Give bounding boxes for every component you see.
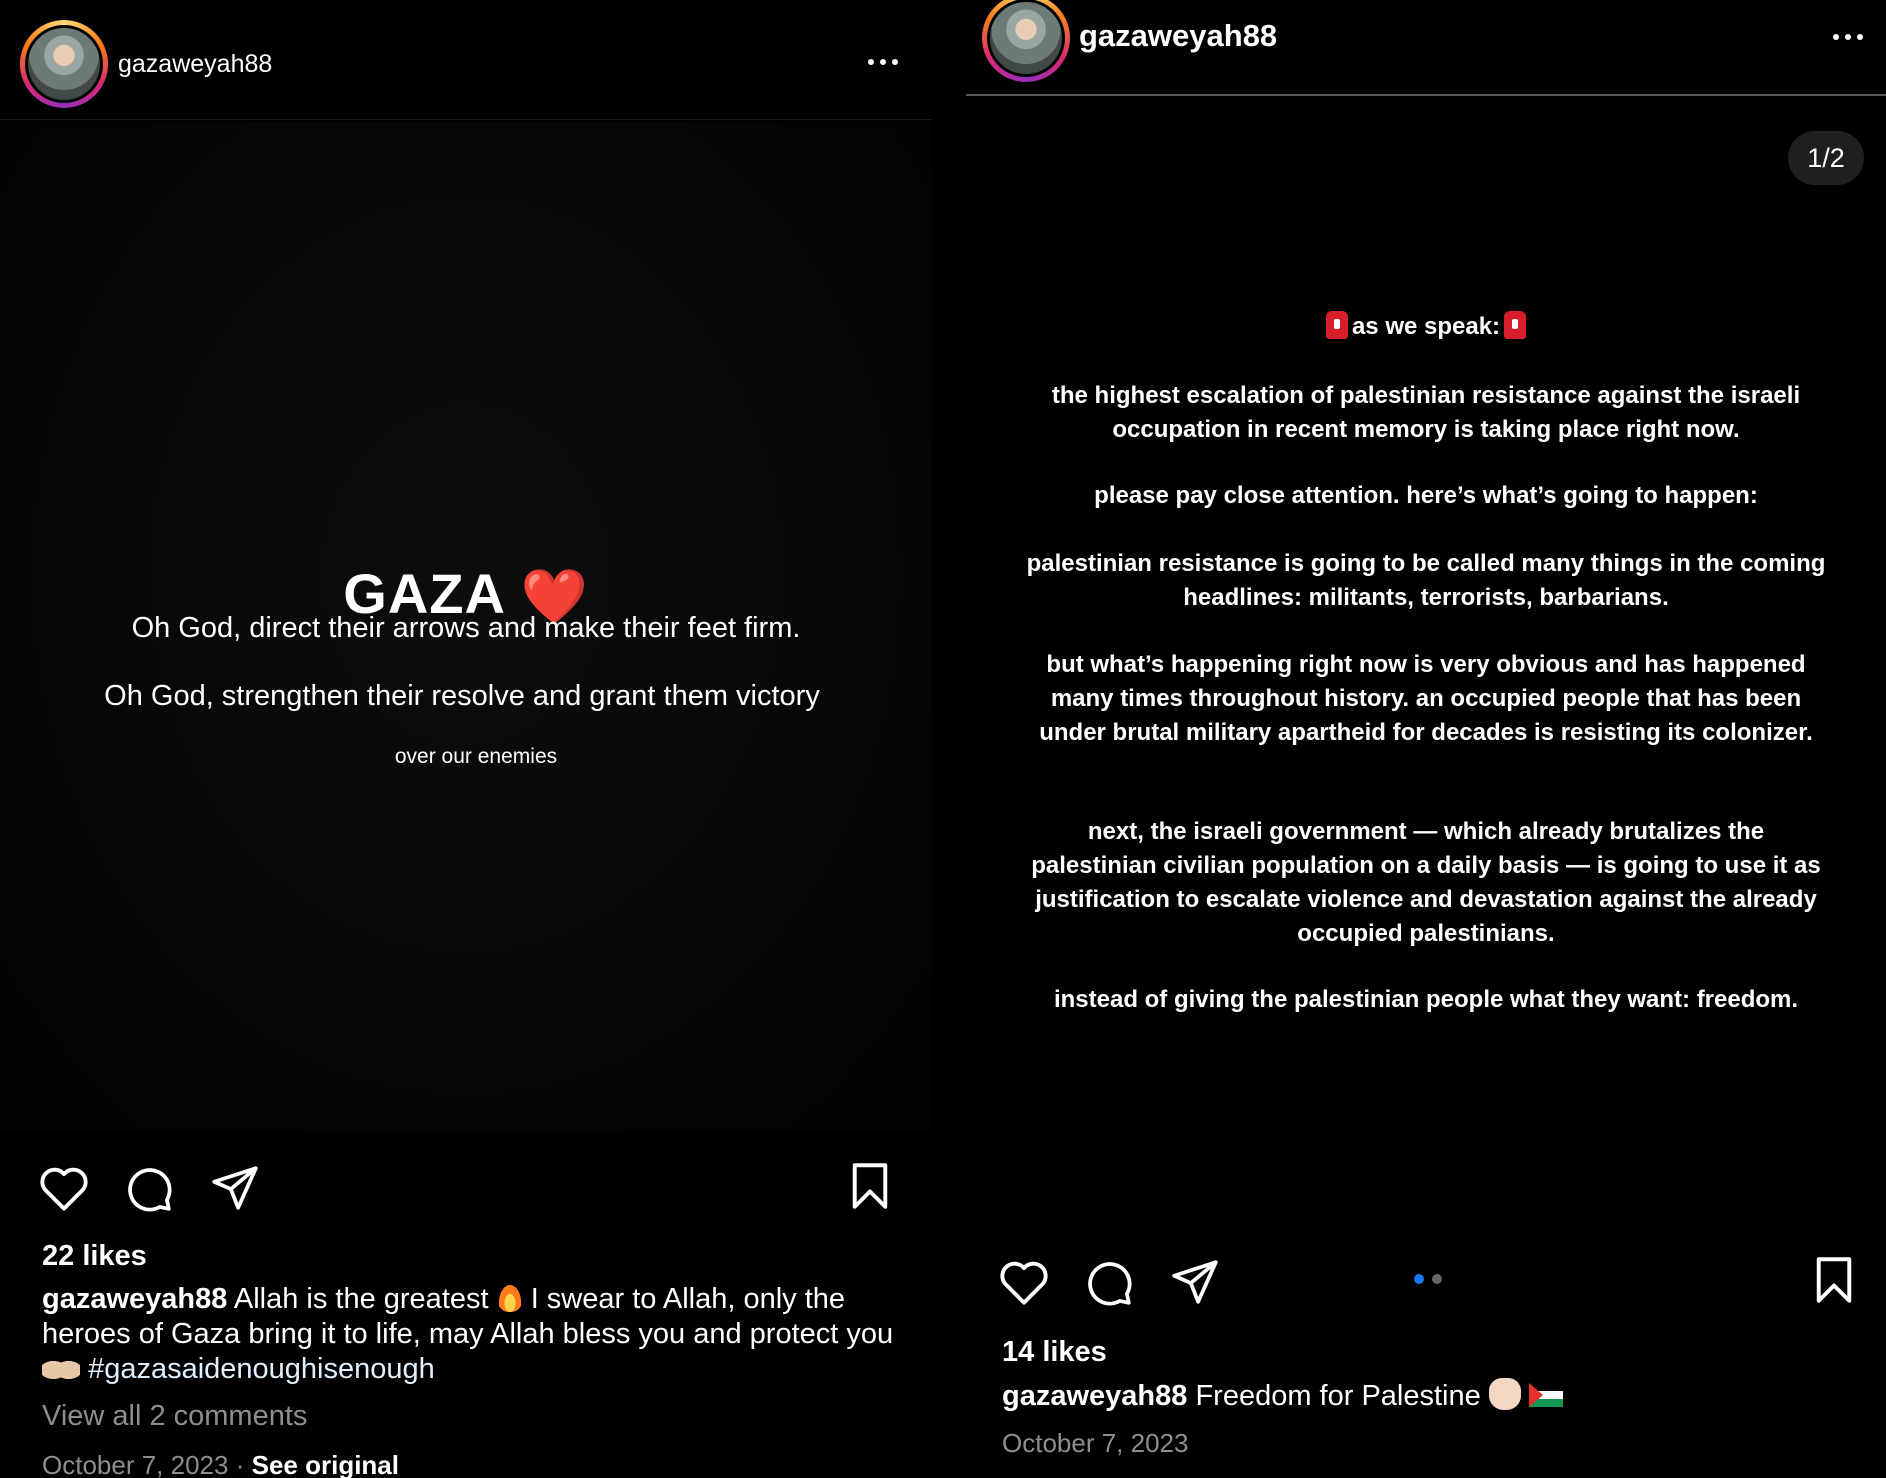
story-ring[interactable] <box>982 0 1070 82</box>
carousel-indicator <box>1414 1274 1442 1284</box>
post-header <box>0 0 932 120</box>
caption <box>1002 1378 1862 1414</box>
story-heading <box>1026 310 1826 344</box>
caption-text-2: I swear to Allah, only the heroes of Gaza bring it to life, may Allah bless you and protect you <box>42 1283 894 1350</box>
caption <box>42 1282 902 1387</box>
raised-hands-emoji <box>42 1352 80 1382</box>
left-post <box>0 0 932 1478</box>
carousel-dot-active <box>1414 1274 1424 1284</box>
siren-emoji <box>1326 311 1348 339</box>
bookmark-icon[interactable] <box>1812 1256 1856 1304</box>
media-title-text: GAZA <box>343 562 504 625</box>
carousel-dot <box>1432 1274 1442 1284</box>
media-line-3: over our enemies <box>394 745 558 768</box>
story-paragraph-4: but what’s happening right now is very obvious and has happened many times throughout history. an occupied people that has been under brutal military apartheid for decades is resisting its colonizer. <box>1039 651 1813 746</box>
more-options-icon[interactable] <box>1833 34 1863 40</box>
raised-fist-emoji <box>1489 1378 1521 1410</box>
story-paragraph-3: palestinian resistance is going to be called many things in the coming headlines: militants, terrorists, barbarians. <box>1026 550 1826 611</box>
action-bar <box>0 1160 932 1220</box>
username[interactable]: gazaweyah88 <box>1079 18 1278 53</box>
story-paragraph-1: the highest escalation of palestinian resistance against the israeli occupation in recent memory is taking place right now. <box>1051 382 1801 443</box>
story-paragraph-5: next, the israeli government — which already brutalizes the palestinian civilian population on a daily basis — is going to use it as justification to escalate violence and devastation against the already occupied palestinians. <box>1031 818 1821 947</box>
comment-icon[interactable] <box>1084 1258 1134 1308</box>
fire-emoji <box>497 1282 523 1312</box>
avatar[interactable] <box>25 25 103 103</box>
heart-icon[interactable] <box>998 1258 1050 1306</box>
media-line-2: Oh God, strengthen their resolve and grant them victory <box>104 680 820 712</box>
share-icon[interactable] <box>210 1164 260 1212</box>
username[interactable]: gazaweyah88 <box>118 50 273 78</box>
date-separator: · <box>235 1450 245 1478</box>
like-count[interactable]: 22 likes <box>42 1240 147 1272</box>
carousel-counter: 1/2 <box>1788 131 1864 185</box>
more-options-icon[interactable] <box>868 59 898 65</box>
post-date-row <box>42 1450 399 1478</box>
heart-icon[interactable] <box>38 1164 90 1212</box>
story-paragraph-6: instead of giving the palestinian people what they want: freedom. <box>1053 986 1799 1013</box>
hashtag-link[interactable]: #gazasaidenoughisenough <box>88 1353 435 1385</box>
palestine-flag-emoji <box>1529 1383 1563 1407</box>
action-bar <box>966 1254 1886 1314</box>
comment-icon[interactable] <box>124 1164 174 1214</box>
caption-username[interactable]: gazaweyah88 <box>42 1283 228 1315</box>
bookmark-icon[interactable] <box>848 1162 892 1210</box>
right-post <box>966 0 1886 1478</box>
media-line-1: Oh God, direct their arrows and make their feet firm. <box>131 612 801 644</box>
red-heart-emoji: ❤️ <box>520 567 589 627</box>
post-date: October 7, 2023 <box>1002 1428 1189 1458</box>
post-header <box>966 0 1886 96</box>
see-original-link[interactable]: See original <box>251 1450 399 1478</box>
story-ring[interactable] <box>20 20 108 108</box>
share-icon[interactable] <box>1170 1258 1220 1306</box>
caption-username[interactable]: gazaweyah88 <box>1002 1380 1188 1412</box>
caption-text: Freedom for Palestine <box>1195 1380 1481 1412</box>
siren-emoji <box>1504 311 1526 339</box>
avatar[interactable] <box>987 0 1065 77</box>
view-comments-link[interactable]: View all 2 comments <box>42 1400 308 1432</box>
post-date: October 7, 2023 <box>42 1450 229 1478</box>
story-paragraph-2: please pay close attention. here’s what’s going to happen: <box>1094 482 1758 509</box>
divider <box>932 0 966 1478</box>
like-count[interactable]: 14 likes <box>1002 1336 1107 1368</box>
caption-text-1: Allah is the greatest <box>233 1283 489 1315</box>
story-heading-text: as we speak: <box>1351 313 1501 340</box>
